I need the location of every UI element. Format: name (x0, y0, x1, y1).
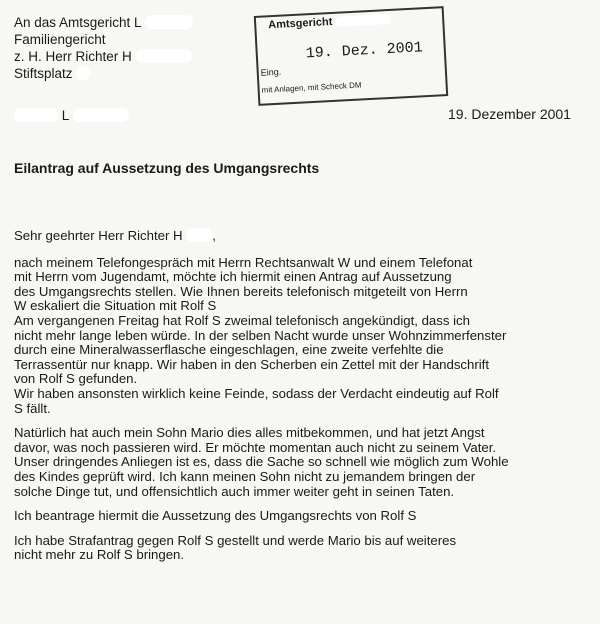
redaction (76, 66, 90, 80)
redaction (73, 108, 129, 122)
letter-date: 19. Dezember 2001 (448, 106, 571, 122)
text-line: des Kindes geprüft wird. Ich kann meinen Sohn nicht zu jemandem bringen der (14, 468, 476, 484)
recipient-address (14, 14, 193, 82)
redaction (136, 49, 192, 63)
stamp-anlagen: mit Anlagen, mit Scheck DM (261, 80, 362, 95)
text-line: Wir haben ansonsten wirklich keine Feinde, sodass der Verdacht eindeutig auf Rolf (14, 385, 499, 401)
text-line: durch eine Mineralwasserflasche eingeschlagen, eine zweite verfehlte die (14, 342, 444, 358)
received-stamp (254, 6, 448, 106)
letter-body (14, 228, 594, 563)
paragraph-1 (14, 256, 594, 417)
subject-line: Eilantrag auf Aussetzung des Umgangsrechts (14, 160, 320, 176)
text-line: Natürlich hat auch mein Sohn Mario dies alles mitbekommen, und hat jetzt Angst (14, 425, 485, 441)
stamp-court: Amtsgericht (268, 13, 392, 31)
city-line (14, 108, 129, 123)
address-line-2: Familiengericht (14, 32, 106, 47)
text-line: davor, was noch passieren wird. Er möchte momentan auch nicht zu seinem Vater. (14, 439, 497, 455)
text-line: Am vergangenen Freitag hat Rolf S zweimal telefonisch angekündigt, dass ich (14, 312, 470, 328)
text-line: mit Herrn vom Jugendamt, möchte ich hiermit einen Antrag auf Aussetzung (14, 269, 452, 285)
address-line-3: z. H. Herr Richter H (14, 48, 193, 65)
text-line: S fällt. (14, 400, 51, 416)
text-line: nicht mehr lange leben würde. In der selben Nacht wurde unser Wohnzimmerfenster (14, 327, 507, 343)
stamp-date: 19. Dez. 2001 (305, 39, 424, 63)
city: L (61, 108, 69, 123)
redaction (145, 15, 193, 29)
text-line: des Umgangsrechts stellen. Wie Ihnen bereits telefonisch mitgeteilt von Herrn (14, 283, 468, 299)
address-line-1: An das Amtsgericht L (14, 14, 193, 31)
stamp-eing: Eing. (260, 66, 282, 78)
text-line: Unser dringendes Anliegen ist es, dass die Sache so schnell wie möglich zum Wohle (14, 454, 509, 470)
redaction (186, 228, 212, 242)
redaction (335, 14, 391, 27)
paragraph-3 (14, 509, 594, 524)
text-line: von Rolf S gefunden. (14, 371, 138, 387)
text-line: nach meinem Telefongespräch mit Herrn Rechtsanwalt W und einem Telefonat (14, 254, 473, 270)
address-line-4: Stiftsplatz (14, 65, 193, 82)
salutation: Sehr geehrter Herr Richter H , (14, 228, 216, 243)
text-line: Terrassentür nur knapp. Wir haben in den Scherben ein Zettel mit der Handschrift (14, 356, 489, 372)
paragraph-2 (14, 426, 594, 499)
text-line: Ich beantrage hiermit die Aussetzung des Umgangsrechts von Rolf S (14, 508, 417, 524)
paragraph-4 (14, 534, 594, 563)
text-line: Ich habe Strafantrag gegen Rolf S gestellt und werde Mario bis auf weiteres (14, 532, 457, 548)
text-line: solche Dinge tut, und offensichtlich auch immer weiter geht in seinen Taten. (14, 483, 455, 499)
text-line: nicht mehr zu Rolf S bringen. (14, 547, 185, 563)
text-line: W eskaliert die Situation mit Rolf S (14, 298, 217, 314)
redaction (14, 108, 58, 122)
